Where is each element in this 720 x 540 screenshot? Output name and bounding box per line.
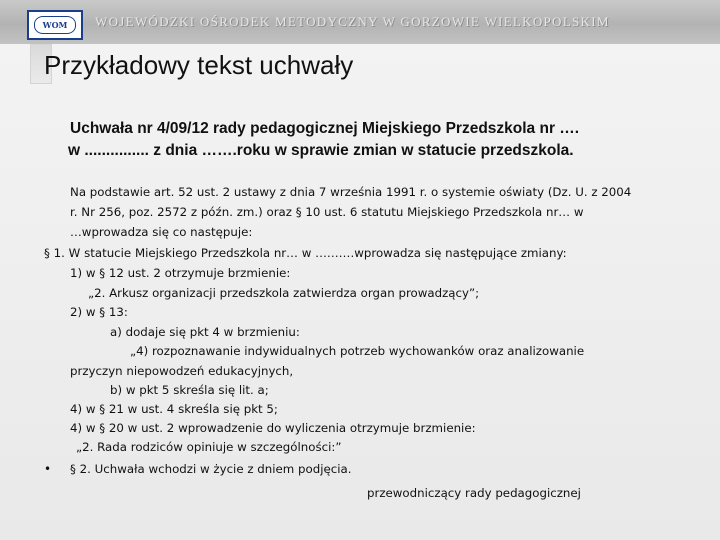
bullet-icon: • [44, 462, 52, 476]
body-line: 2) w § 13: [70, 305, 128, 319]
body-line: przyczyn niepowodzeń edukacyjnych, [70, 364, 294, 378]
organization-name: WOJEWÓDZKI OŚRODEK METODYCZNY W GORZOWIE WIELKOPOLSKIM [95, 14, 610, 29]
wom-logo [27, 10, 83, 40]
body-line: 1) w § 12 ust. 2 otrzymuje brzmienie: [70, 266, 291, 280]
resolution-heading [70, 118, 690, 162]
body-line: a) dodaje się pkt 4 w brzmieniu: [110, 325, 300, 339]
body-line: § 1. W statucie Miejskiego Przedszkola nr… w ……….wprowadza się następujące zmiany: [44, 246, 567, 260]
signature-line: przewodniczący rady pedagogicznej [367, 486, 581, 500]
logo-text: WOM [34, 16, 76, 34]
body-line: r. Nr 256, poz. 2572 z późn. zm.) oraz § 10 ust. 6 statutu Miejskiego Przedszkola nr… w [70, 205, 584, 219]
slide-title: Przykładowy tekst uchwały [44, 50, 354, 80]
heading-line: w ............... z dnia …….roku w sprawie zmian w statucie przedszkola. [68, 142, 574, 159]
body-line: § 2. Uchwała wchodzi w życie z dniem podjęcia. [70, 462, 352, 476]
body-line: b) w pkt 5 skreśla się lit. a; [110, 383, 269, 397]
body-line: 4) w § 21 w ust. 4 skreśla się pkt 5; [70, 402, 278, 416]
body-line: „2. Arkusz organizacji przedszkola zatwierdza organ prowadzący”; [88, 286, 480, 300]
heading-line: Uchwała nr 4/09/12 rady pedagogicznej Miejskiego Przedszkola nr …. [70, 120, 580, 137]
body-line: „4) rozpoznawanie indywidualnych potrzeb wychowanków oraz analizowanie [130, 344, 585, 358]
body-line: „2. Rada rodziców opiniuje w szczególności:” [76, 440, 342, 454]
body-line: Na podstawie art. 52 ust. 2 ustawy z dnia 7 września 1991 r. o systemie oświaty (Dz. U. z 2004 [70, 185, 632, 199]
body-line: 4) w § 20 w ust. 2 wprowadzenie do wyliczenia otrzymuje brzmienie: [70, 421, 476, 435]
body-line: …wprowadza się co następuje: [70, 225, 253, 239]
